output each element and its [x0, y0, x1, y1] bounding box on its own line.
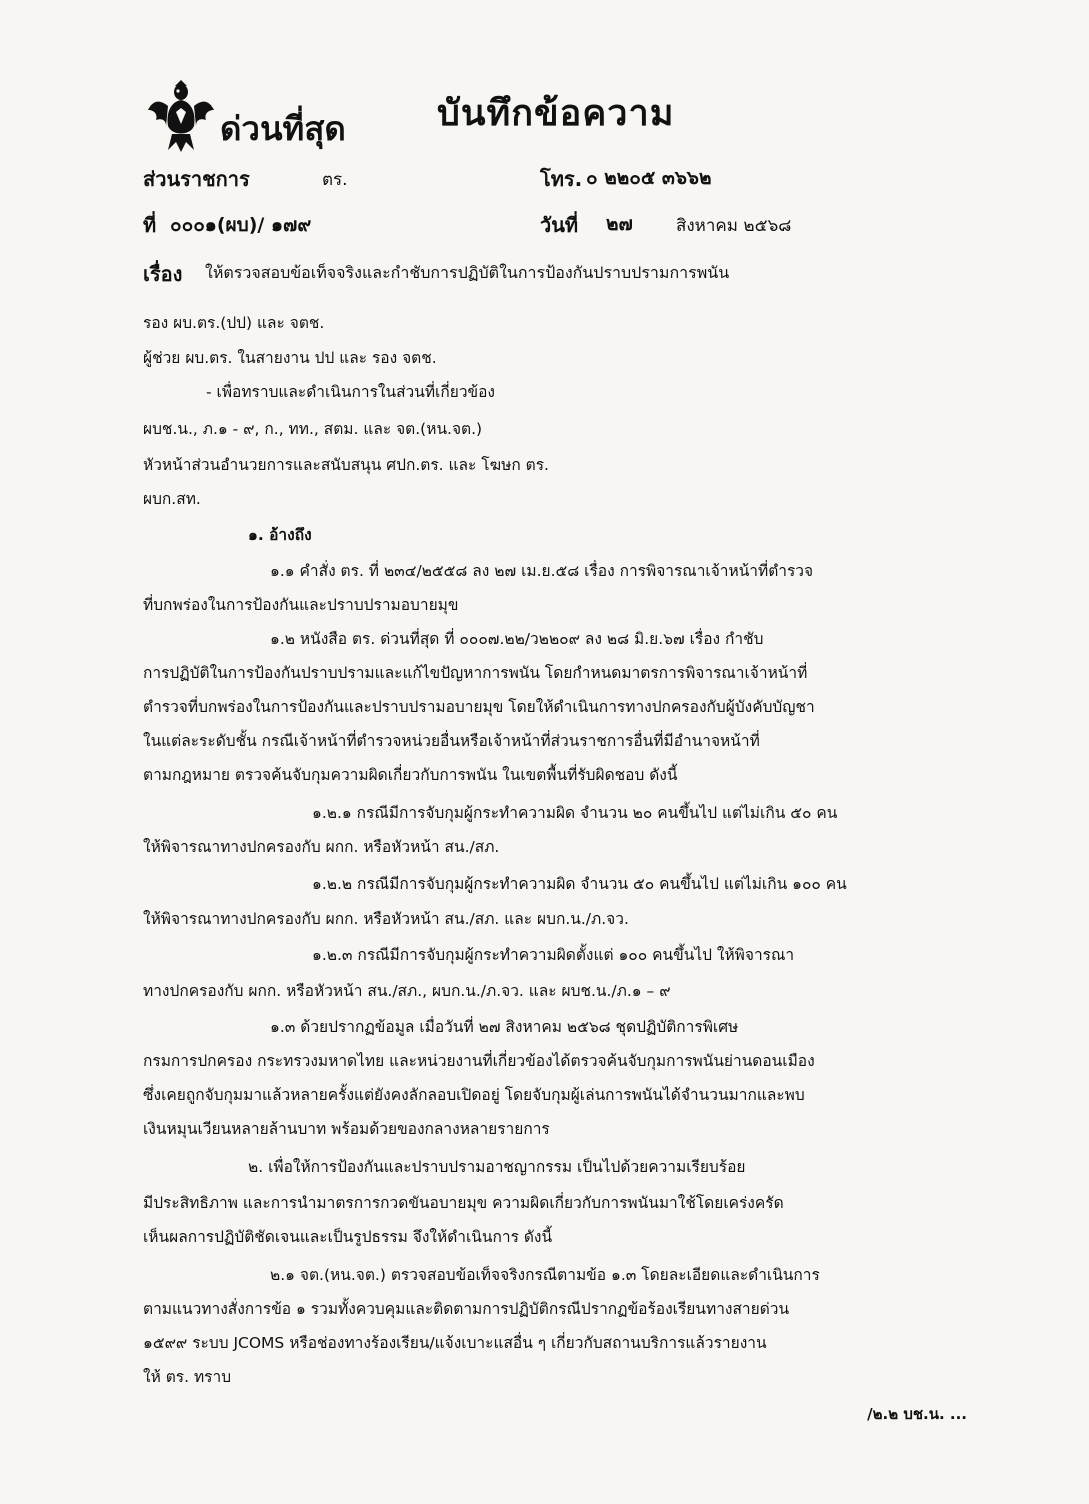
paragraph-line: ๑.๒ หนังสือ ตร. ด่วนที่สุด ที่ ๐๐๐๗.๒๒/ว๒๒๐๙ ลง ๒๘ มิ.ย.๖๗ เรื่อง กำชับ — [270, 630, 764, 648]
paragraph-line: ๑.๒.๑ กรณีมีการจับกุมผู้กระทำความผิด จำนวน ๒๐ คนขึ้นไป แต่ไม่เกิน ๕๐ คน — [312, 804, 838, 822]
paragraph-line: กรมการปกครอง กระทรวงมหาดไทย และหน่วยงานที่เกี่ยวข้องได้ตรวจค้นจับกุมการพนันย่านดอนเมือง — [143, 1052, 815, 1070]
paragraph-line: เห็นผลการปฏิบัติชัดเจนและเป็นรูปธรรม จึงให้ดำเนินการ ดังนี้ — [143, 1228, 553, 1246]
garuda-emblem-icon — [148, 80, 214, 152]
date-day: ๒๗ — [606, 213, 633, 235]
recipient-line: ผบช.น., ภ.๑ - ๙, ก., ทท., สตม. และ จต.(หน.จต.) — [143, 420, 483, 438]
subject-value: ให้ตรวจสอบข้อเท็จจริงและกำชับการปฏิบัติในการป้องกันปราบปรามการพนัน — [205, 263, 730, 282]
doc-number-label: ที่ — [143, 213, 157, 237]
recipient-line: ผบก.สท. — [143, 490, 201, 508]
document-type-title: บันทึกข้อความ — [437, 93, 675, 134]
phone-label: โทร. — [540, 167, 583, 191]
paragraph-line: ให้ ตร. ทราบ — [143, 1368, 232, 1386]
recipient-line: รอง ผบ.ตร.(ปป) และ จตช. — [143, 314, 325, 332]
paragraph-line: ที่บกพร่องในการป้องกันและปราบปรามอบายมุข — [143, 596, 459, 614]
paragraph-line: การปฏิบัติในการป้องกันปราบปรามและแก้ไขปัญหาการพนัน โดยกำหนดมาตรการพิจารณาเจ้าหน้าที่ — [143, 664, 808, 682]
paragraph-line: ๑.๑ คำสั่ง ตร. ที่ ๒๓๔/๒๕๕๘ ลง ๒๗ เม.ย.๕๘ เรื่อง การพิจารณาเจ้าหน้าที่ตำรวจ — [270, 562, 814, 580]
urgency-label: ด่วนที่สุด — [220, 109, 346, 148]
recipient-line: ผู้ช่วย ผบ.ตร. ในสายงาน ปป และ รอง จตช. — [143, 349, 437, 367]
paragraph-line: ให้พิจารณาทางปกครองกับ ผกก. หรือหัวหน้า สน./สภ. — [143, 838, 500, 856]
paragraph-line: ตามกฎหมาย ตรวจค้นจับกุมความผิดเกี่ยวกับการพนัน ในเขตพื้นที่รับผิดชอบ ดังนี้ — [143, 766, 678, 784]
paragraph-line: ตามแนวทางสั่งการข้อ ๑ รวมทั้งควบคุมและติดตามการปฏิบัติกรณีปรากฏข้อร้องเรียนทางสายด่วน — [143, 1300, 790, 1318]
recipient-line: หัวหน้าส่วนอำนวยการและสนับสนุน ศปก.ตร. และ โฆษก ตร. — [143, 456, 549, 474]
paragraph-line: ๒. เพื่อให้การป้องกันและปราบปรามอาชญากรรม เป็นไปด้วยความเรียบร้อย — [248, 1158, 746, 1176]
date-month-year: สิงหาคม ๒๕๖๘ — [676, 216, 792, 236]
paragraph-line: มีประสิทธิภาพ และการนำมาตรการกวดขันอบายมุข ความผิดเกี่ยวกับการพนันมาใช้โดยเคร่งครัด — [143, 1194, 784, 1212]
paragraph-line: ๒.๑ จต.(หน.จต.) ตรวจสอบข้อเท็จจริงกรณีตามข้อ ๑.๓ โดยละเอียดและดำเนินการ — [270, 1266, 820, 1284]
subject-label: เรื่อง — [143, 262, 183, 286]
continuation-reference: /๒.๒ บช.น. ... — [867, 1405, 967, 1423]
doc-number-value: ๐๐๐๑(ผบ)/ ๑๗๙ — [170, 214, 312, 236]
recipient-note: - เพื่อทราบและดำเนินการในส่วนที่เกี่ยวข้อง — [206, 383, 495, 401]
paragraph-line: ให้พิจารณาทางปกครองกับ ผกก. หรือหัวหน้า สน./สภ. และ ผบก.น./ภ.จว. — [143, 910, 629, 928]
paragraph-line: ซึ่งเคยถูกจับกุมมาแล้วหลายครั้งแต่ยังคงลักลอบเปิดอยู่ โดยจับกุมผู้เล่นการพนันได้จำนวนมากและพบ — [143, 1086, 805, 1104]
paragraph-line: ตำรวจที่บกพร่องในการป้องกันและปราบปรามอบายมุข โดยให้ดำเนินการทางปกครองกับผู้บังคับบัญชา — [143, 698, 815, 716]
department-value: ตร. — [322, 170, 348, 190]
paragraph-line: ๑.๓ ด้วยปรากฏข้อมูล เมื่อวันที่ ๒๗ สิงหาคม ๒๕๖๘ ชุดปฏิบัติการพิเศษ — [270, 1018, 739, 1036]
paragraph-line: ๑.๒.๓ กรณีมีการจับกุมผู้กระทำความผิดตั้งแต่ ๑๐๐ คนขึ้นไป ให้พิจารณา — [312, 946, 795, 964]
paragraph-line: ๑๕๙๙ ระบบ JCOMS หรือช่องทางร้องเรียน/แจ้งเบาะแสอื่น ๆ เกี่ยวกับสถานบริการแล้วรายงาน — [143, 1334, 767, 1352]
paragraph-line: ๑.๒.๒ กรณีมีการจับกุมผู้กระทำความผิด จำนวน ๕๐ คนขึ้นไป แต่ไม่เกิน ๑๐๐ คน — [312, 875, 847, 893]
department-label: ส่วนราชการ — [143, 167, 250, 191]
section-1-heading: ๑. อ้างถึง — [248, 526, 312, 544]
paragraph-line: ทางปกครองกับ ผกก. หรือหัวหน้า สน./สภ., ผบก.น./ภ.จว. และ ผบช.น./ภ.๑ – ๙ — [143, 982, 671, 1000]
paragraph-line: ในแต่ละระดับชั้น กรณีเจ้าหน้าที่ตำรวจหน่วยอื่นหรือเจ้าหน้าที่ส่วนราชการอื่นที่มีอำนาจหน้าที่ — [143, 732, 760, 750]
date-label: วันที่ — [540, 213, 579, 237]
paragraph-line: เงินหมุนเวียนหลายล้านบาท พร้อมด้วยของกลางหลายรายการ — [143, 1120, 550, 1138]
phone-value: ๐ ๒๒๐๕ ๓๖๖๒ — [586, 167, 712, 189]
